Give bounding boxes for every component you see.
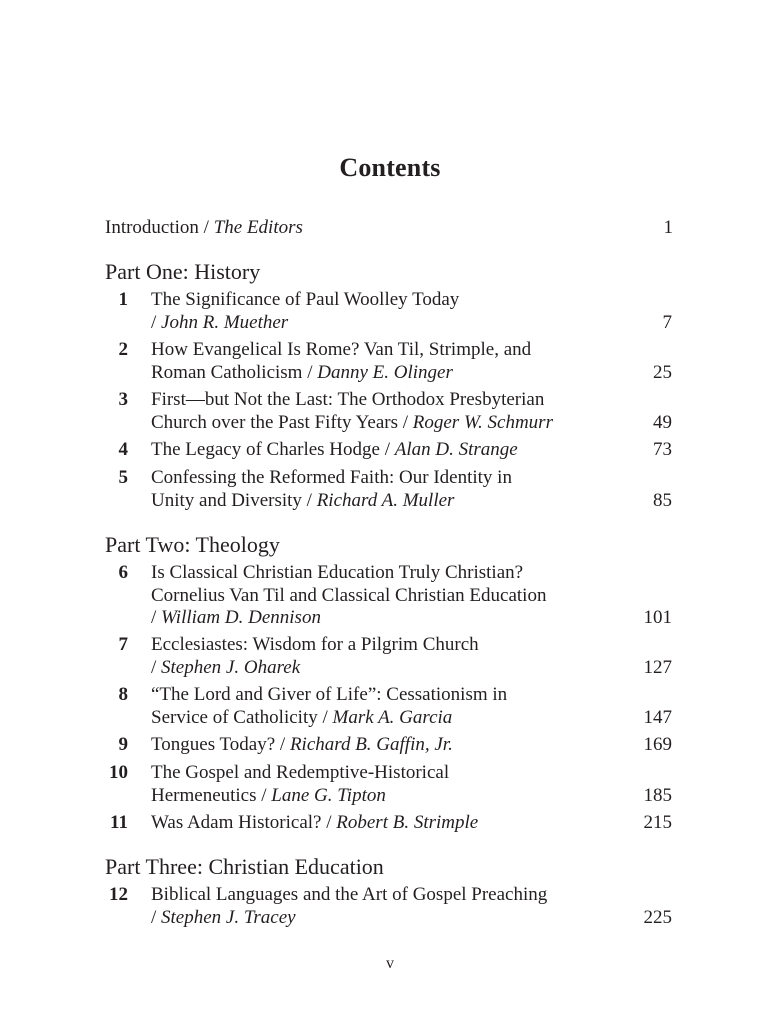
chapter-title-line bbox=[151, 907, 631, 930]
introduction-author: The Editors bbox=[213, 217, 303, 238]
chapter-number: 1 bbox=[118, 289, 128, 310]
chapter-title-text: Was Adam Historical? / bbox=[151, 812, 337, 833]
chapter-title-text: Unity and Diversity / bbox=[151, 489, 317, 511]
chapter-title-text: / bbox=[151, 607, 162, 628]
chapter-author: John R. Muether bbox=[161, 311, 289, 333]
chapter-title-line bbox=[151, 562, 631, 585]
chapter-title-text: Tongues Today? / bbox=[151, 734, 290, 755]
chapter-title-text: The Gospel and Redemptive-Historical bbox=[151, 762, 450, 783]
chapter-title-line bbox=[151, 490, 631, 513]
chapter-page-number: 49 bbox=[653, 411, 672, 433]
chapter-title bbox=[151, 389, 631, 434]
chapter-title-text: / bbox=[151, 311, 162, 333]
chapter-title-line bbox=[151, 467, 631, 490]
chapter-author: Richard A. Muller bbox=[316, 489, 455, 511]
chapter-title bbox=[151, 634, 631, 679]
chapter-page-number: 147 bbox=[643, 706, 672, 728]
chapter-author: William D. Dennison bbox=[161, 607, 321, 628]
chapter-title bbox=[151, 562, 631, 630]
chapter-number: 6 bbox=[118, 562, 128, 583]
folio-page-number: v bbox=[386, 955, 394, 972]
chapter-page-number: 101 bbox=[643, 607, 672, 628]
chapter-title-line bbox=[151, 289, 631, 312]
chapter-title-text: Confessing the Reformed Faith: Our Identity in bbox=[151, 467, 512, 488]
chapter-number: 4 bbox=[118, 439, 128, 460]
chapter-title-text: Cornelius Van Til and Classical Christian Education bbox=[151, 584, 547, 606]
chapter-title bbox=[151, 467, 631, 512]
chapter-author: Stephen J. Oharek bbox=[161, 656, 301, 678]
chapter-number: 11 bbox=[110, 812, 128, 833]
chapter-title-line bbox=[151, 684, 631, 707]
chapter-title-text: “The Lord and Giver of Life”: Cessationism in bbox=[151, 684, 508, 705]
chapter-title-text: The Significance of Paul Woolley Today bbox=[151, 289, 460, 310]
chapter-author: Richard B. Gaffin, Jr. bbox=[289, 734, 453, 755]
chapter-number: 12 bbox=[109, 884, 128, 905]
chapter-number: 10 bbox=[109, 762, 128, 783]
chapter-page-number: 25 bbox=[653, 361, 672, 383]
chapter-title-line bbox=[151, 884, 631, 907]
part-title: Part One: History bbox=[105, 259, 261, 284]
chapter-title-text: / bbox=[151, 656, 162, 678]
chapter-page-number: 225 bbox=[643, 906, 672, 928]
chapter-title-line bbox=[151, 734, 631, 757]
chapter-title-text: How Evangelical Is Rome? Van Til, Strimple, and bbox=[151, 339, 532, 360]
chapter-number: 7 bbox=[118, 634, 128, 655]
chapter-title-text: Biblical Languages and the Art of Gospel Preaching bbox=[151, 884, 548, 905]
chapter-author: Danny E. Olinger bbox=[317, 361, 453, 383]
chapter-author: Lane G. Tipton bbox=[271, 784, 386, 806]
chapter-title bbox=[151, 339, 631, 384]
chapter-title-text: First—but Not the Last: The Orthodox Presbyterian bbox=[151, 389, 545, 410]
chapter-title-line bbox=[151, 389, 631, 412]
chapter-author: Stephen J. Tracey bbox=[161, 906, 296, 928]
chapter-title-text: / bbox=[151, 906, 162, 928]
chapter-title-line bbox=[151, 785, 631, 808]
chapter-number: 5 bbox=[118, 467, 128, 488]
chapter-title-line bbox=[151, 812, 631, 835]
page-title: Contents bbox=[339, 153, 441, 182]
chapter-title-line bbox=[151, 707, 631, 730]
chapter-title-text: Service of Catholicity / bbox=[151, 706, 333, 728]
chapter-title bbox=[151, 289, 631, 334]
chapter-author: Robert B. Strimple bbox=[336, 812, 479, 833]
chapter-page-number: 185 bbox=[643, 784, 672, 806]
chapter-title-text: Hermeneutics / bbox=[151, 784, 272, 806]
chapter-number: 8 bbox=[118, 684, 128, 705]
chapter-title-line bbox=[151, 439, 631, 462]
chapter-title-line bbox=[151, 312, 631, 335]
chapter-title-text: Ecclesiastes: Wisdom for a Pilgrim Church bbox=[151, 634, 479, 655]
chapter-author: Mark A. Garcia bbox=[332, 706, 453, 728]
chapter-title-text: The Legacy of Charles Hodge / bbox=[151, 439, 395, 460]
chapter-page-number: 215 bbox=[643, 812, 672, 833]
chapter-page-number: 7 bbox=[662, 311, 672, 333]
chapter-page-number: 73 bbox=[653, 439, 672, 460]
chapter-title-line bbox=[151, 585, 631, 608]
chapter-title-line bbox=[151, 412, 631, 435]
chapter-title bbox=[151, 734, 631, 757]
chapter-page-number: 85 bbox=[653, 489, 672, 511]
chapter-title-line bbox=[151, 634, 631, 657]
chapter-number: 2 bbox=[118, 339, 128, 360]
chapter-page-number: 127 bbox=[643, 656, 672, 678]
chapter-number: 9 bbox=[118, 734, 128, 755]
chapter-title bbox=[151, 439, 631, 462]
chapter-title-line bbox=[151, 339, 631, 362]
chapter-title bbox=[151, 684, 631, 729]
chapter-author: Roger W. Schmurr bbox=[412, 411, 553, 433]
chapter-title-text: Church over the Past Fifty Years / bbox=[151, 411, 413, 433]
part-title: Part Two: Theology bbox=[105, 532, 280, 557]
chapter-number: 3 bbox=[118, 389, 128, 410]
chapter-author: Alan D. Strange bbox=[394, 439, 518, 460]
chapter-page-number: 169 bbox=[643, 734, 672, 755]
chapter-title-line bbox=[151, 657, 631, 680]
introduction-title: Introduction / The Editors bbox=[105, 217, 303, 238]
chapter-title bbox=[151, 812, 631, 835]
chapter-title-line bbox=[151, 762, 631, 785]
chapter-title-line bbox=[151, 607, 631, 630]
introduction-page-number: 1 bbox=[663, 217, 673, 238]
chapter-title-text: Roman Catholicism / bbox=[151, 361, 318, 383]
chapter-title bbox=[151, 884, 631, 929]
toc-entry-introduction[interactable] bbox=[105, 216, 673, 240]
chapter-title-line bbox=[151, 362, 631, 385]
chapter-title-text: Is Classical Christian Education Truly Christian? bbox=[151, 562, 524, 583]
chapter-title bbox=[151, 762, 631, 807]
part-title: Part Three: Christian Education bbox=[105, 854, 384, 879]
